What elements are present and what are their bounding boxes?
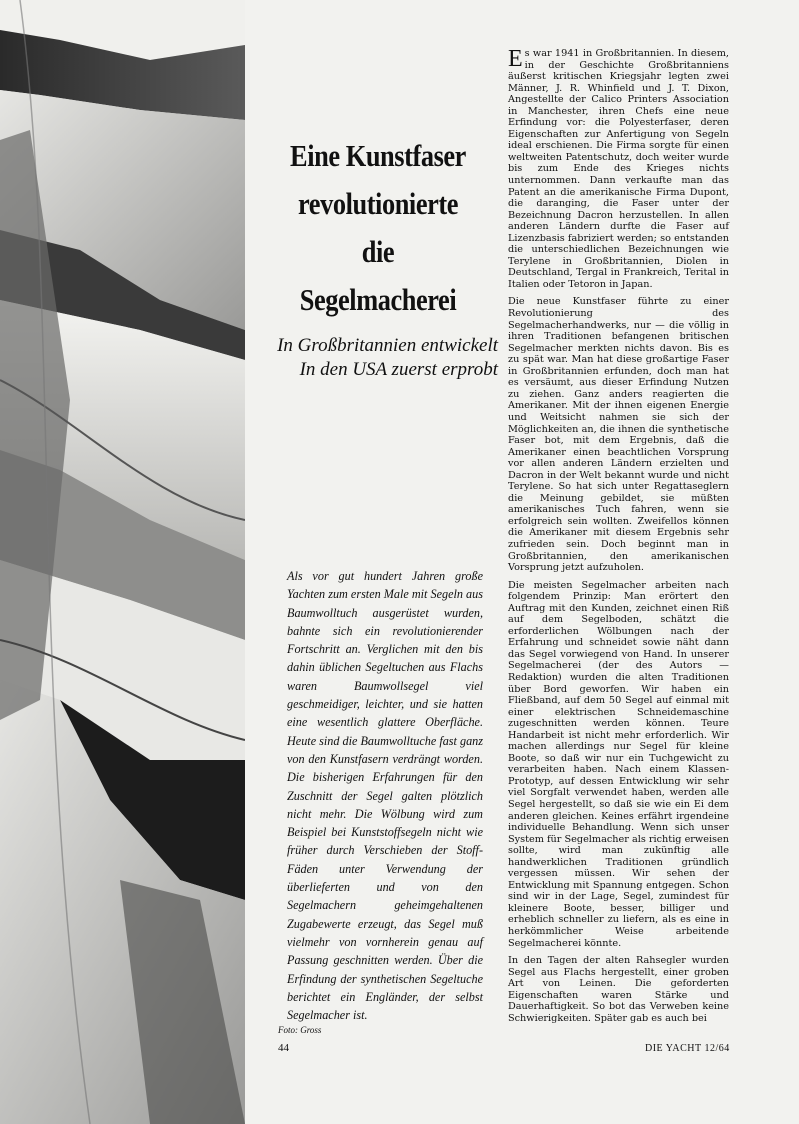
article-subheadline xyxy=(262,334,498,382)
subhead-line: In den USA zuerst erprobt xyxy=(299,359,498,380)
sail-photo xyxy=(0,0,245,1124)
paragraph-text: s war 1941 in Großbritannien. In diesem, in der Geschichte Großbritanniens äußerst kritischen Kriegsjahr legten zwei Männer, J. R. Whinfield und J. T. Dixon, Angestellte der Calico Printers Association in Manchester, ihren Chefs eine neue Erfindung vor: die Polyesterfaser, deren Eigenschaften zur Anfertigung von Segeln ideal erschienen. Die Firma sorgte für einen weltweiten Patentschutz, doch weiter wurde bis zum Ende des Krieges nichts unternommen. Dann verkaufte man das Patent an die amerikanische Firma Dupont, die daranging, die Faser unter der Bezeichnung Dacron herzustellen. In allen anderen Ländern durfte die Faser auf Lizenzbasis fabriziert werden; so entstanden die unterschiedlichen Bezeichnungen wie Terylene in Großbritannien, Diolen in Deutschland, Tergal in Frankreich, Terital in Italien oder Tetoron in Japan. xyxy=(508,48,729,290)
body-paragraph: Die meisten Segelmacher arbeiten nach folgendem Prinzip: Man erörtert den Auftrag mit den Kunden, zeichnet einen Riß auf dem Segelboden, schätzt die erforderlichen Wölbungen nach der Erfahrung und schneidet sowie näht dann das Segel vorwiegend von Hand. In unserer Segelmacherei (der des Autors — Redaktion) wurden die alten Traditionen über Bord geworfen. Wir haben ein Fließband, auf dem 50 Segel auf einmal mit einer elektrischen Schneidemaschine zugeschnitten werden können. Teure Handarbeit ist nicht mehr erforderlich. Wir machen allerdings nur Segel für kleine Boote, so daß wir nur ein Tuchgewicht zu verarbeiten haben. Nach einem Klassen-Prototyp, auf dessen Entwicklung wir sehr viel Sorgfalt verwendet haben, werden alle Segel hergestellt, so daß sie wie ein Ei dem anderen gleichen. Keines erfährt irgendeine individuelle Behandlung. Wenn sich unser System für Segelmacher als richtig erweisen sollte, wird man zukünftig alle handwerklichen Traditionen gründlich vergessen müssen. Wir sehen der Entwicklung mit Spannung entgegen. Schon sind wir in der Lage, Segel, zumindest für kleinere Boote, besser, billiger und erheblich schneller zu liefern, als es eine in herkömmlicher Weise arbeitende Segelmacherei könnte. xyxy=(508,579,730,949)
headline-line: die xyxy=(361,234,395,269)
photo-credit: Foto: Gross xyxy=(278,1025,322,1035)
intro-text: Als vor gut hundert Jahren große Yachten zum ersten Male mit Segeln aus Baumwolltuch ausgerüstet wurden, bahnte sich ein revolutionierender Fortschritt an. Verglichen mit den bis dahin üblichen Segeltuchen aus Flachs waren Baumwollsegel viel geschmeidiger, leichter, und sie hatten eine wesentlich glattere Oberfläche. Heute sind die Baumwolltuche fast ganz von den Kunstfasern verdrängt worden. Die bisherigen Erfahrungen für den Zuschnitt der Segel galten plötzlich nicht mehr. Die Wölbung wird zum Beispiel bei Kunststoffsegeln nicht wie früher durch Verschieben der Stoff-Fäden unter Verwendung der überlieferten und von den Segelmachern geheimgehaltenen Zugabewerte erzeugt, das Segel muß vielmehr von vornherein genau auf Passung geschnitten werden. Über die Erfindung der synthetischen Segeltuche berichtet ein Engländer, der selbst Segelmacher ist. xyxy=(287,569,483,1023)
article-headline xyxy=(258,132,498,324)
article-intro xyxy=(287,567,483,1024)
body-paragraph: Die neue Kunstfaser führte zu einer Revolutionierung des Segelmacherhandwerks, nur — die völlig in ihren Traditionen befangenen britischen Segelmacher merkten nichts davon. Bis es zu spät war. Man hat diese großartige Faser in Großbritannien erfunden, doch man hat es versäumt, aus dieser Erfindung Nutzen zu ziehen. Ganz anders reagierten die Amerikaner. Mit der ihnen eigenen Energie und Weitsicht nahmen sie sich der Möglichkeiten an, die ihnen die synthetische Faser bot, mit dem Ergebnis, daß die Amerikaner einen beachtlichen Vorsprung vor allen anderen Ländern erzielten und Dacron in der Welt bekannt wurde und nicht Terylene. So hat sich unter Regattaseglern die Meinung gebildet, sie müßten amerikanisches Tuch fahren, wenn sie erfolgreich sein wollten. Zweifellos können die Amerikaner mit diesem Ergebnis sehr zufrieden sein. Doch beginnt man in Großbritannien, den amerikanischen Vorsprung jetzt aufzuholen. xyxy=(508,296,729,574)
drop-cap: E xyxy=(508,46,523,72)
magazine-footer: DIE YACHT 12/64 xyxy=(645,1043,730,1054)
headline-line: revolutionierte xyxy=(298,186,458,221)
headline-line: Segelmacherei xyxy=(299,282,457,317)
body-paragraph xyxy=(508,48,729,290)
headline-line: Eine Kunstfaser xyxy=(290,138,466,173)
body-paragraph: In den Tagen der alten Rahsegler wurden Segel aus Flachs hergestellt, einer groben Art von Leinen. Die geforderten Eigenschaften waren Stärke und Dauerhaftigkeit. So bot das Verweben keine Schwierigkeiten. Später gab es auch bei xyxy=(508,955,729,1024)
article-body xyxy=(508,48,729,1030)
subhead-line: In Großbritannien entwickelt xyxy=(277,335,498,356)
page-number: 44 xyxy=(278,1042,289,1054)
